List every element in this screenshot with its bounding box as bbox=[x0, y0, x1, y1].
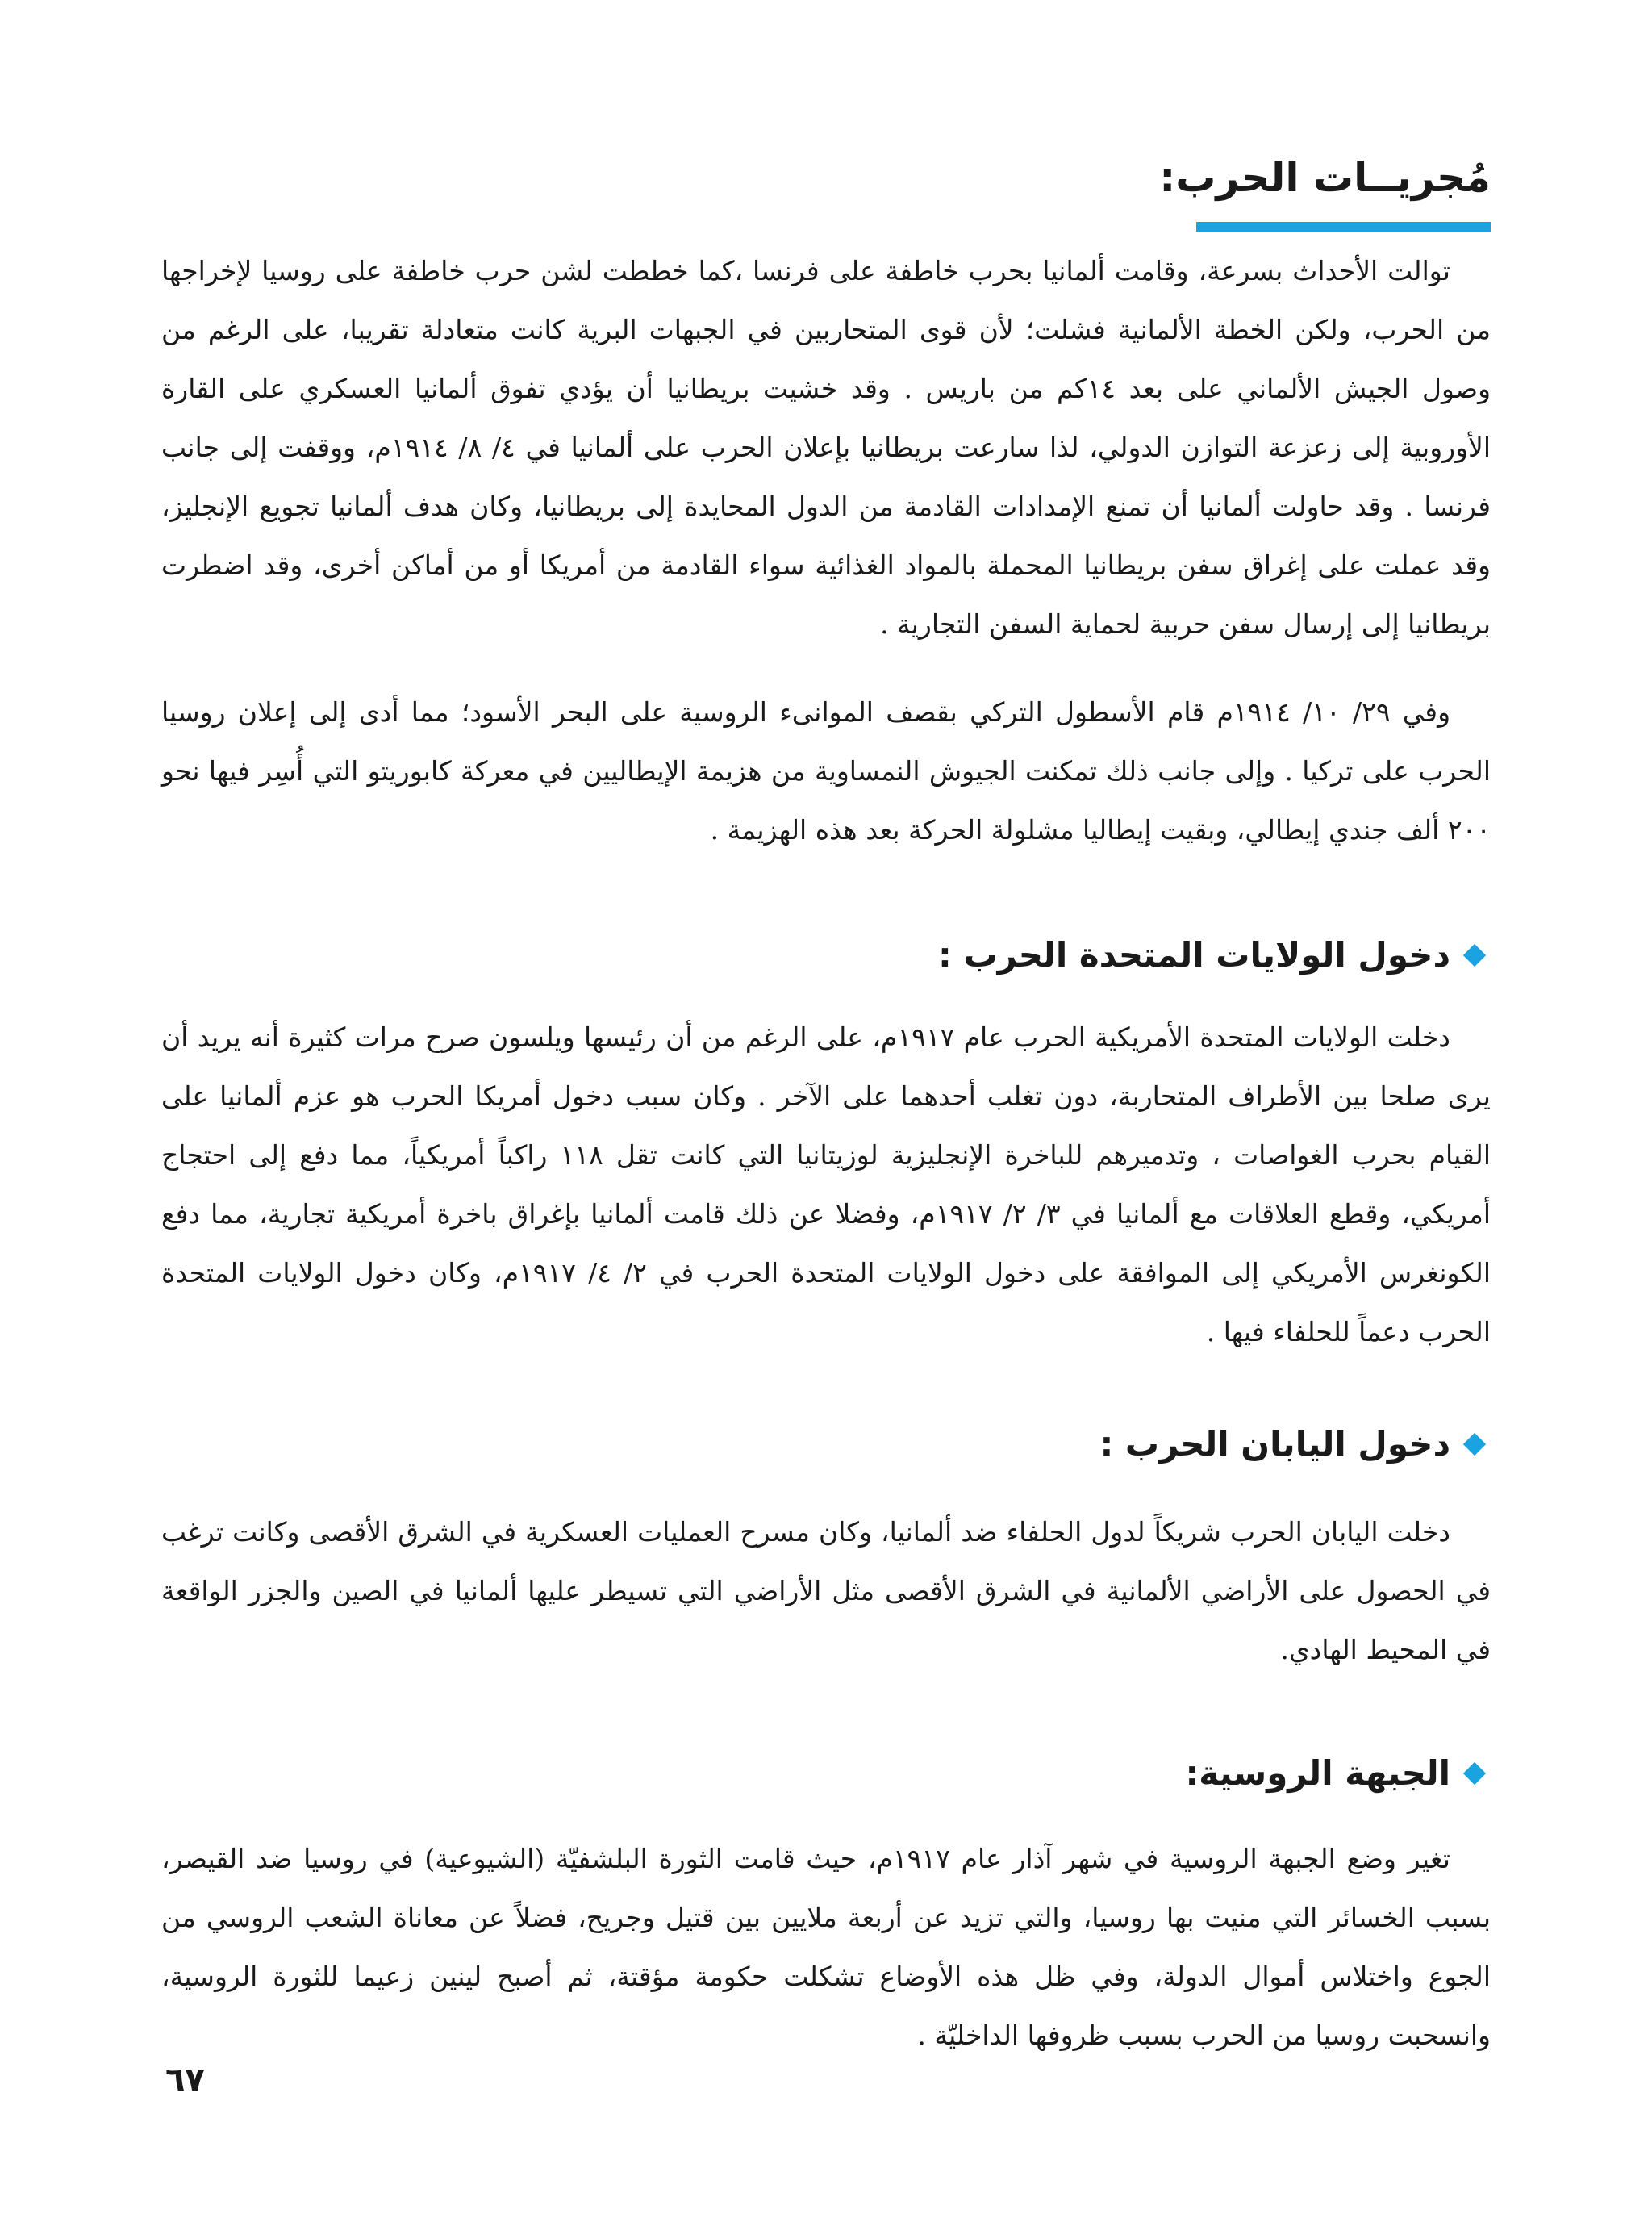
section-paragraph-text: دخلت اليابان الحرب شريكاً لدول الحلفاء ضد ألمانيا، وكان مسرح العمليات العسكرية في الشرق الأقصى وكانت ترغب في الحصول على الأراضي الألمانية في الشرق الأقصى مثل الأراضي التي تسيطر عليها ألمانيا في الصين والجزر الواقعة في المحيط الهادي. bbox=[161, 1516, 1491, 1665]
section-paragraph-text: تغير وضع الجبهة الروسية في شهر آذار عام ١٩١٧م، حيث قامت الثورة البلشفيّة (الشيوعية) في روسيا ضد القيصر، بسبب الخسائر التي منيت بها روسيا، والتي تزيد عن أربعة ملايين بين قتيل وجريح، فضلاً عن معاناة الشعب الروسي من الجوع واختلاس أموال الدولة، وفي ظل هذه الأوضاع تشكلت حكومة مؤقتة، ثم أصبح لينين زعيما للثورة الروسية، وانسحبت روسيا من الحرب بسبب ظروفها الداخليّة . bbox=[161, 1843, 1491, 2051]
diamond-bullet-icon bbox=[1463, 1433, 1486, 1456]
section-paragraph-russian-front bbox=[161, 1829, 1491, 2065]
intro-paragraph-1 bbox=[161, 241, 1491, 654]
section-heading-label: دخول الولايات المتحدة الحرب : bbox=[938, 935, 1450, 975]
intro-paragraph-1-text: توالت الأحداث بسرعة، وقامت ألمانيا بحرب خاطفة على فرنسا ،كما خططت لشن حرب خاطفة على روسيا لإخراجها من الحرب، ولكن الخطة الألمانية فشلت؛ لأن قوى المتحاربين في الجبهات البرية كانت متعادلة تقريبا، على الرغم من وصول الجيش الألماني على بعد ١٤كم من باريس . وقد خشيت بريطانيا أن يؤدي تفوق ألمانيا العسكري على القارة الأوروبية إلى زعزعة التوازن الدولي، لذا سارعت بريطانيا بإعلان الحرب على ألمانيا في ٤/ ٨/ ١٩١٤م، ووقفت إلى جانب فرنسا . وقد حاولت ألمانيا أن تمنع الإمدادات القادمة من الدول المحايدة إلى بريطانيا، وكان هدف ألمانيا تجويع الإنجليز، وقد عملت على إغراق سفن بريطانيا المحملة بالمواد الغذائية سواء القادمة من أمريكا أو من أماكن أخرى، وقد اضطرت بريطانيا إلى إرسال سفن حربية لحماية السفن التجارية . bbox=[161, 255, 1491, 640]
section-heading-russian-front bbox=[1185, 1749, 1483, 1798]
diamond-bullet-icon bbox=[1463, 1762, 1486, 1785]
page-number: ٦٧ bbox=[165, 2061, 205, 2099]
section-heading-label: الجبهة الروسية: bbox=[1185, 1753, 1450, 1793]
intro-paragraph-2-text: وفي ٢٩/ ١٠/ ١٩١٤م قام الأسطول التركي بقصف الموانىء الروسية على البحر الأسود؛ مما أدى إلى إعلان روسيا الحرب على تركيا . وإلى جانب ذلك تمكنت الجيوش النمساوية من هزيمة الإيطاليين في معركة كابوريتو التي أُسِر فيها نحو ٢٠٠ ألف جندي إيطالي، وبقيت إيطاليا مشلولة الحركة بعد هذه الهزيمة . bbox=[161, 696, 1491, 846]
page-title: مُجريــات الحرب: bbox=[1159, 154, 1491, 201]
section-heading-label: دخول اليابان الحرب : bbox=[1099, 1424, 1450, 1464]
section-paragraph-us-entry bbox=[161, 1008, 1491, 1361]
section-heading-us-entry bbox=[938, 931, 1483, 980]
section-paragraph-japan-entry bbox=[161, 1502, 1491, 1679]
diamond-bullet-icon bbox=[1463, 944, 1486, 967]
title-underline bbox=[1196, 222, 1491, 232]
section-paragraph-text: دخلت الولايات المتحدة الأمريكية الحرب عام ١٩١٧م، على الرغم من أن رئيسها ويلسون صرح مرات كثيرة أنه يريد أن يرى صلحا بين الأطراف المتحاربة، دون تغلب أحدهما على الآخر . وكان سبب دخول أمريكا الحرب هو عزم ألمانيا على القيام بحرب الغواصات ، وتدميرهم للباخرة الإنجليزية لوزيتانيا التي كانت تقل ١١٨ راكباً أمريكياً، مما دفع إلى احتجاج أمريكي، وقطع العلاقات مع ألمانيا في ٣/ ٢/ ١٩١٧م، وفضلا عن ذلك قامت ألمانيا بإغراق باخرة أمريكية تجارية، مما دفع الكونغرس الأمريكي إلى الموافقة على دخول الولايات المتحدة الحرب في ٢/ ٤/ ١٩١٧م، وكان دخول الولايات المتحدة الحرب دعماً للحلفاء فيها . bbox=[161, 1021, 1491, 1347]
intro-paragraph-2 bbox=[161, 683, 1491, 859]
section-heading-japan-entry bbox=[1100, 1420, 1483, 1468]
